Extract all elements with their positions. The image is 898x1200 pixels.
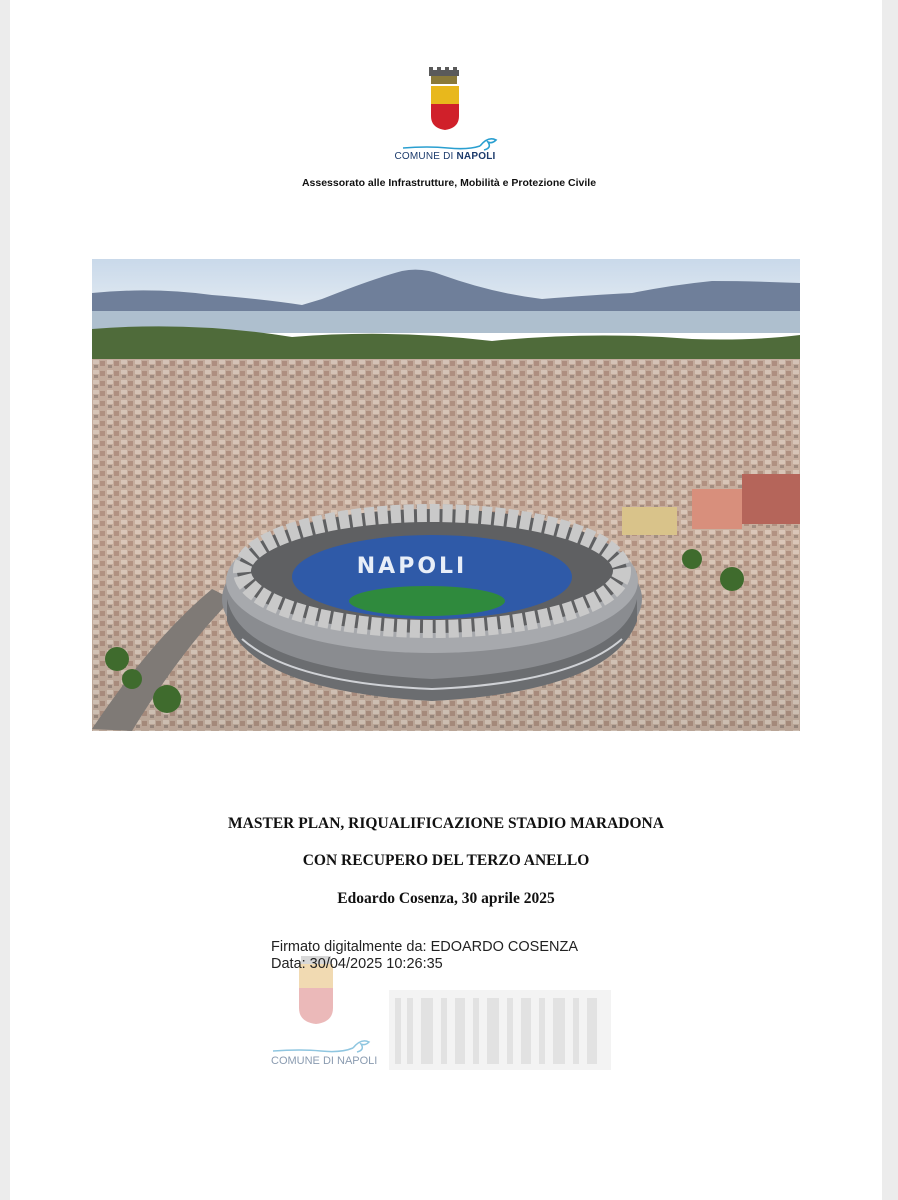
department-line: Assessorato alle Infrastrutture, Mobilità e Protezione Civile — [301, 177, 597, 189]
signature-watermark-logo-text: COMUNE DI NAPOLI — [271, 1055, 378, 1067]
crest-icon — [388, 66, 502, 156]
digital-signature-block — [271, 938, 613, 1070]
cover-photo-stadium — [92, 259, 800, 731]
document-title-line-1: MASTER PLAN, RIQUALIFICAZIONE STADIO MARADONA — [228, 815, 664, 832]
stadium-roof-text: NAPOLI — [356, 554, 468, 579]
logo-label: COMUNE DI NAPOLI — [394, 151, 496, 162]
signature-date-text: Data: 30/04/2025 10:26:35 — [271, 956, 443, 972]
signed-by-text: Firmato digitalmente da: EDOARDO COSENZA — [271, 939, 579, 955]
comune-di-napoli-logo — [388, 66, 502, 166]
document-title-line-2: CON RECUPERO DEL TERZO ANELLO — [302, 852, 590, 869]
author-and-date: Edoardo Cosenza, 30 aprile 2025 — [337, 890, 555, 907]
